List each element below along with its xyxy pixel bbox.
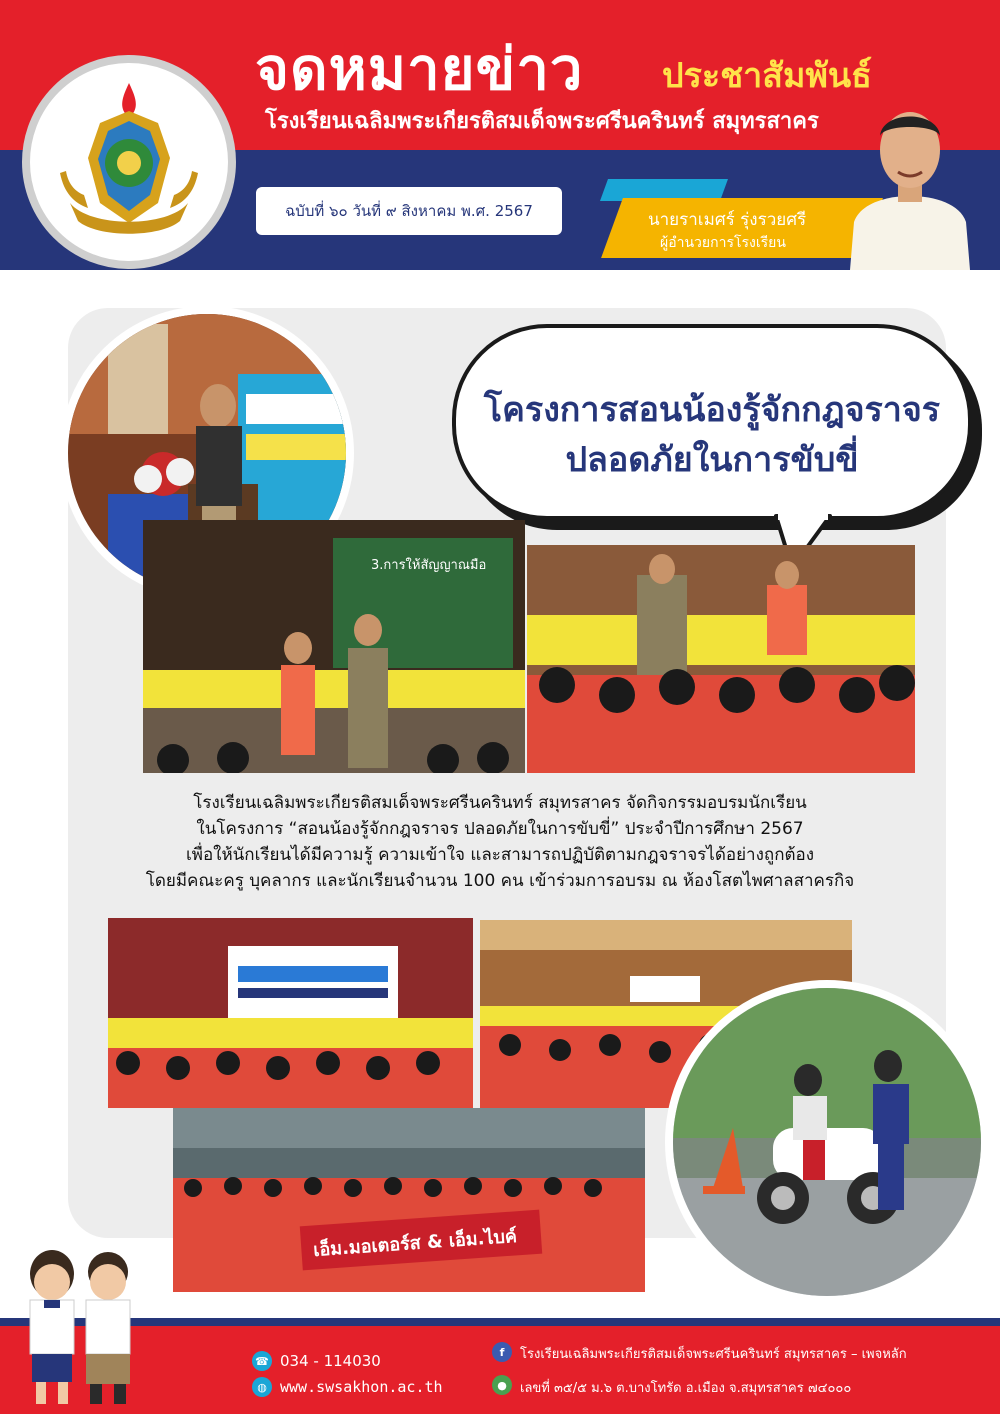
body-text-line2: ในโครงการ “สอนน้องรู้จักกฎจราจร ปลอดภัยในการขับขี่” ประจำปีการศึกษา 2567 <box>196 819 804 839</box>
student-mascots-icon <box>20 1238 140 1408</box>
footer-facebook[interactable]: โรงเรียนเฉลิมพระเกียรติสมเด็จพระศรีนครินทร์ สมุทรสาคร – เพจหลัก <box>520 1347 907 1362</box>
director-title: ผู้อำนวยการโรงเรียน <box>660 235 786 251</box>
headline-line1: โครงการสอนน้องรู้จักกฎจราจร <box>483 390 941 430</box>
director-name: นายราเมศร์ รุ่งรวยศรี <box>648 210 807 230</box>
location-pin-icon: ● <box>492 1375 512 1395</box>
motorcycle-circle-photo <box>665 980 989 1304</box>
headline-line2: ปลอดภัยในการขับขี่ <box>565 440 859 480</box>
newsletter-subtitle: ประชาสัมพันธ์ <box>662 56 872 96</box>
footer-address: เลขที่ ๓๕/๕ ม.๖ ต.บางโทรัด อ.เมือง จ.สมุทรสาคร ๗๔๐๐๐ <box>520 1381 852 1396</box>
school-logo <box>22 55 236 269</box>
globe-icon: ◍ <box>252 1377 272 1397</box>
auditorium-photo-left <box>108 918 473 1108</box>
phone-icon: ☎ <box>252 1351 272 1371</box>
director-photo <box>840 92 980 270</box>
group-banner-text: เอ็ม.มอเตอร์ส & เอ็ม.ไบค์ <box>312 1225 518 1262</box>
school-emblem-icon <box>30 63 228 261</box>
stage-photo-right <box>527 545 915 773</box>
school-name-header: โรงเรียนเฉลิมพระเกียรติสมเด็จพระศรีนครินทร์ สมุทรสาคร <box>265 109 819 134</box>
group-photo <box>173 1108 645 1292</box>
footer-band <box>0 1326 1000 1414</box>
stage-photo-left <box>143 520 525 773</box>
newsletter-title: จดหมายข่าว <box>255 35 584 103</box>
stage-slide-text: 3.การให้สัญญาณมือ <box>371 558 487 573</box>
footer-website[interactable]: www.swsakhon.ac.th <box>280 1378 443 1396</box>
body-text-line4: โดยมีคณะครู บุคลากร และนักเรียนจำนวน 100 คน เข้าร่วมการอบรม ณ ห้องโสตไพศาลสาครกิจ <box>145 871 855 891</box>
facebook-icon: f <box>492 1342 512 1362</box>
body-text-line1: โรงเรียนเฉลิมพระเกียรติสมเด็จพระศรีนครินทร์ สมุทรสาคร จัดกิจกรรมอบรมนักเรียน <box>193 793 807 813</box>
footer-phone: 034 - 114030 <box>280 1352 381 1370</box>
body-text-line3: เพื่อให้นักเรียนได้มีความรู้ ความเข้าใจ และสามารถปฏิบัติตามกฎจราจรได้อย่างถูกต้อง <box>185 845 815 865</box>
issue-info: ฉบับที่ ๖๐ วันที่ ๙ สิงหาคม พ.ศ. 2567 <box>256 187 562 235</box>
